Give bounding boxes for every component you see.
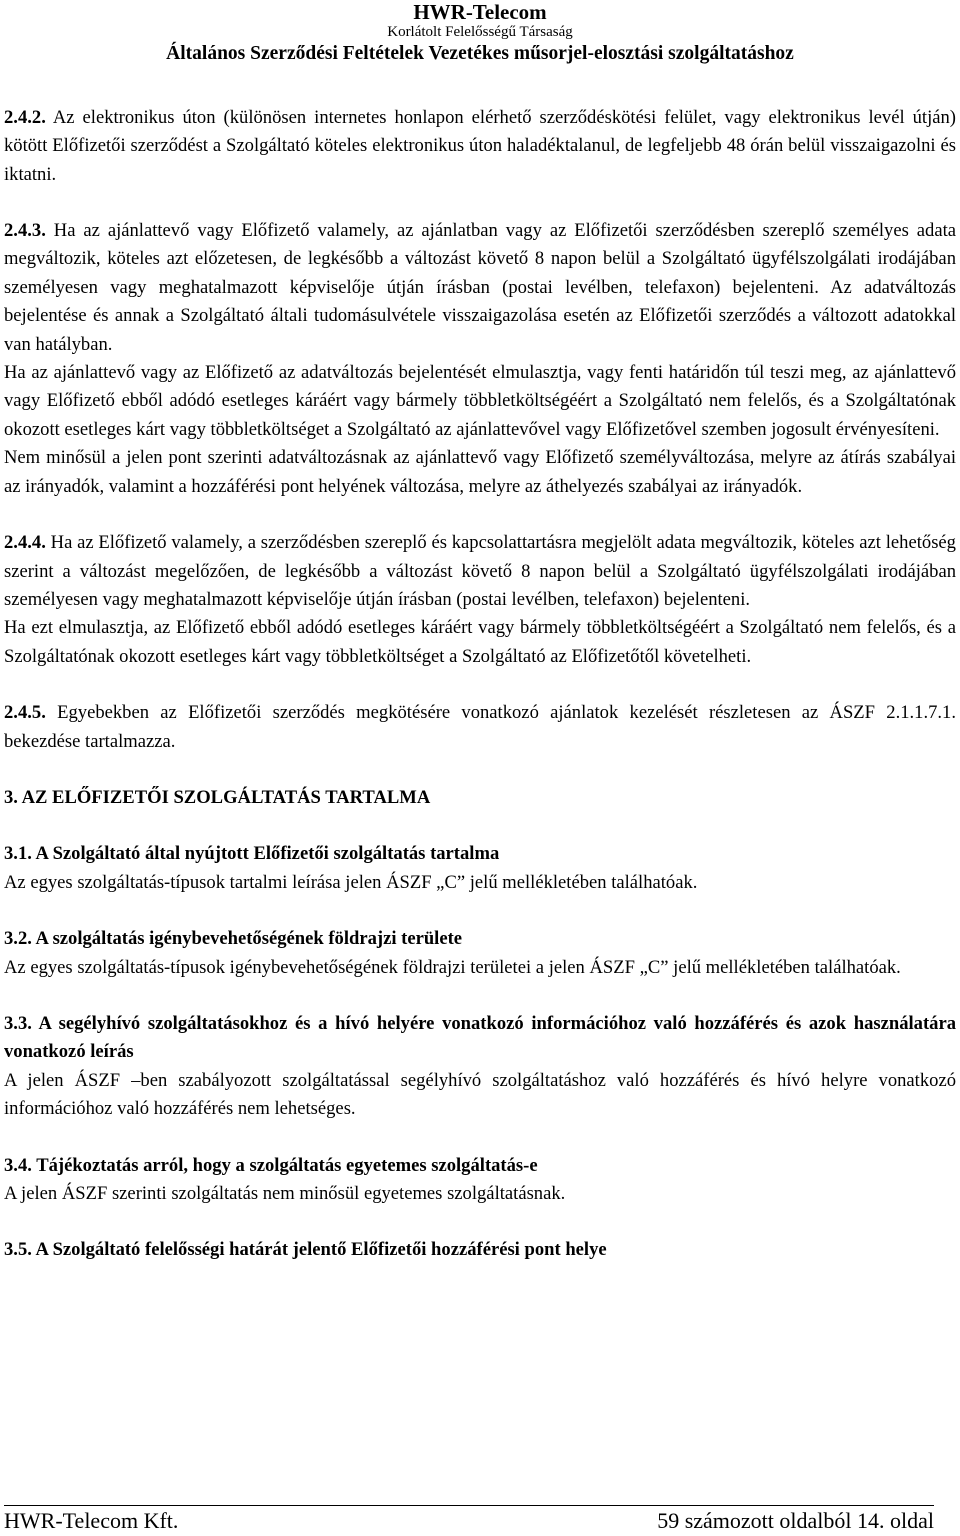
section-text: Ha az Előfizető valamely, a szerződésben szereplő és kapcsolattartásra megjelölt adata megváltozik, köteles azt lehetőség szerint a változást megelőzően, de legkésőbb a változást követő 8 napon belül a Szolgáltató ügyfélszolgálati irodájában személyesen vagy meghatalmazott képviselője útján írásban (postai levélben, telefaxon) bejelenteni. bbox=[4, 532, 956, 610]
section-3-1-text: Az egyes szolgáltatás-típusok tartalmi leírása jelen ÁSZF „C” jelű mellékletében találhatóak. bbox=[4, 871, 698, 893]
section-3-3-text: A jelen ÁSZF –ben szabályozott szolgáltatással segélyhívó szolgáltatáshoz való hozzáférés és hívó helyre vonatkozó információhoz való hozzáférés nem lehetséges. bbox=[4, 1069, 956, 1120]
section-3-3-heading: 3.3. A segélyhívó szolgáltatásokhoz és a hívó helyére vonatkozó információhoz való hozzáférés és azok használatára vonatkozó leírás bbox=[4, 1012, 956, 1063]
section-2-4-2 bbox=[4, 104, 956, 189]
section-number: 2.4.4. bbox=[4, 532, 46, 554]
section-text: Az elektronikus úton (különösen internetes honlapon elérhető szerződéskötési felület, vagy elektronikus levél útján) kötött Előfizetői szerződést a Szolgáltató köteles elektronikus úton haladéktalanul, de legfeljebb 48 órán belül visszaigazolni és iktatni. bbox=[4, 106, 957, 185]
section-2-4-5 bbox=[4, 699, 956, 756]
section-2-4-4 bbox=[4, 529, 956, 614]
footer-page-number: 59 számozott oldalból 14. oldal bbox=[657, 1508, 934, 1533]
footer-company: HWR-Telecom Kft. bbox=[4, 1508, 179, 1533]
chapter-3-title: 3. AZ ELŐFIZETŐI SZOLGÁLTATÁS TARTALMA bbox=[4, 786, 431, 808]
section-number: 2.4.5. bbox=[4, 702, 46, 724]
page-footer bbox=[4, 1505, 934, 1536]
section-3-4-text: A jelen ÁSZF szerinti szolgáltatás nem minősül egyetemes szolgáltatásnak. bbox=[4, 1183, 566, 1204]
paragraph: Ha az ajánlattevő vagy az Előfizető az adatváltozás bejelentését elmulasztja, vagy fenti határidőn túl teszi meg, az ajánlattevő vagy Előfizető ebből adódó esetleges káráért vagy bármely többletköltségéért a Szolgáltató nem felelős, és a Szolgáltatónak okozott esetleges kárt vagy többletköltséget a Szolgáltató az ajánlattevővel vagy Előfizetővel szemben jogosult érvényesíteni. bbox=[4, 362, 956, 440]
header-company-type: Korlátolt Felelősségű Társaság bbox=[387, 24, 573, 41]
section-3-2-text: Az egyes szolgáltatás-típusok igénybevehetőségének földrajzi területei a jelen ÁSZF „C” jelű mellékletében találhatóak. bbox=[4, 956, 901, 978]
header-doc-title: Általános Szerződési Feltételek Vezetékes műsorjel-elosztási szolgáltatáshoz bbox=[166, 43, 794, 65]
paragraph: Nem minősül a jelen pont szerinti adatváltozásnak az ajánlattevő vagy Előfizető személyváltozása, melyre az átírás szabályai az irányadók, valamint a hozzáférési pont helyének változása, melyre az áthelyezés szabályai az irányadók. bbox=[4, 447, 956, 497]
section-text: Egyebekben az Előfizetői szerződés megkötésére vonatkozó ajánlatok kezelését részletesen az ÁSZF 2.1.1.7.1. bekezdése tartalmazza. bbox=[4, 702, 957, 752]
section-3-1-heading: 3.1. A Szolgáltató által nyújtott Előfizetői szolgáltatás tartalma bbox=[4, 843, 500, 865]
section-number: 2.4.3. bbox=[4, 220, 46, 242]
section-3-5-heading: 3.5. A Szolgáltató felelősségi határát jelentő Előfizetői hozzáférési pont helye bbox=[4, 1239, 607, 1261]
section-2-4-3 bbox=[4, 217, 956, 359]
section-3-4-heading: 3.4. Tájékoztatás arról, hogy a szolgáltatás egyetemes szolgáltatás-e bbox=[4, 1154, 538, 1176]
page-header bbox=[4, 0, 956, 66]
paragraph: Ha ezt elmulasztja, az Előfizető ebből adódó esetleges káráért vagy bármely többletköltségéért a Szolgáltató nem felelős, és a Szolgáltatónak okozott esetleges kárt vagy többletköltséget a Szolgáltató az Előfizetőtől követelheti. bbox=[4, 617, 956, 667]
section-text: Ha az ajánlattevő vagy Előfizető valamely, az ajánlatban vagy az Előfizetői szerződésben szereplő személyes adata megváltozik, köteles azt előzetesen, de legkésőbb a változást követő 8 napon belül a Szolgáltató ügyfélszolgálati irodájában személyesen vagy meghatalmazott képviselője útján írásban (postai levélben, telefaxon) bejelenteni. Az adatváltozás bejelentése és annak a Szolgáltató általi tudomásulvétele visszaigazolása esetén az Előfizetői szerződés a változott adatokkal van hatályban. bbox=[4, 220, 956, 355]
document-body bbox=[4, 104, 956, 1265]
section-number: 2.4.2. bbox=[4, 106, 46, 128]
header-company: HWR-Telecom bbox=[413, 0, 547, 24]
section-3-2-heading: 3.2. A szolgáltatás igénybevehetőségének földrajzi területe bbox=[4, 928, 463, 950]
